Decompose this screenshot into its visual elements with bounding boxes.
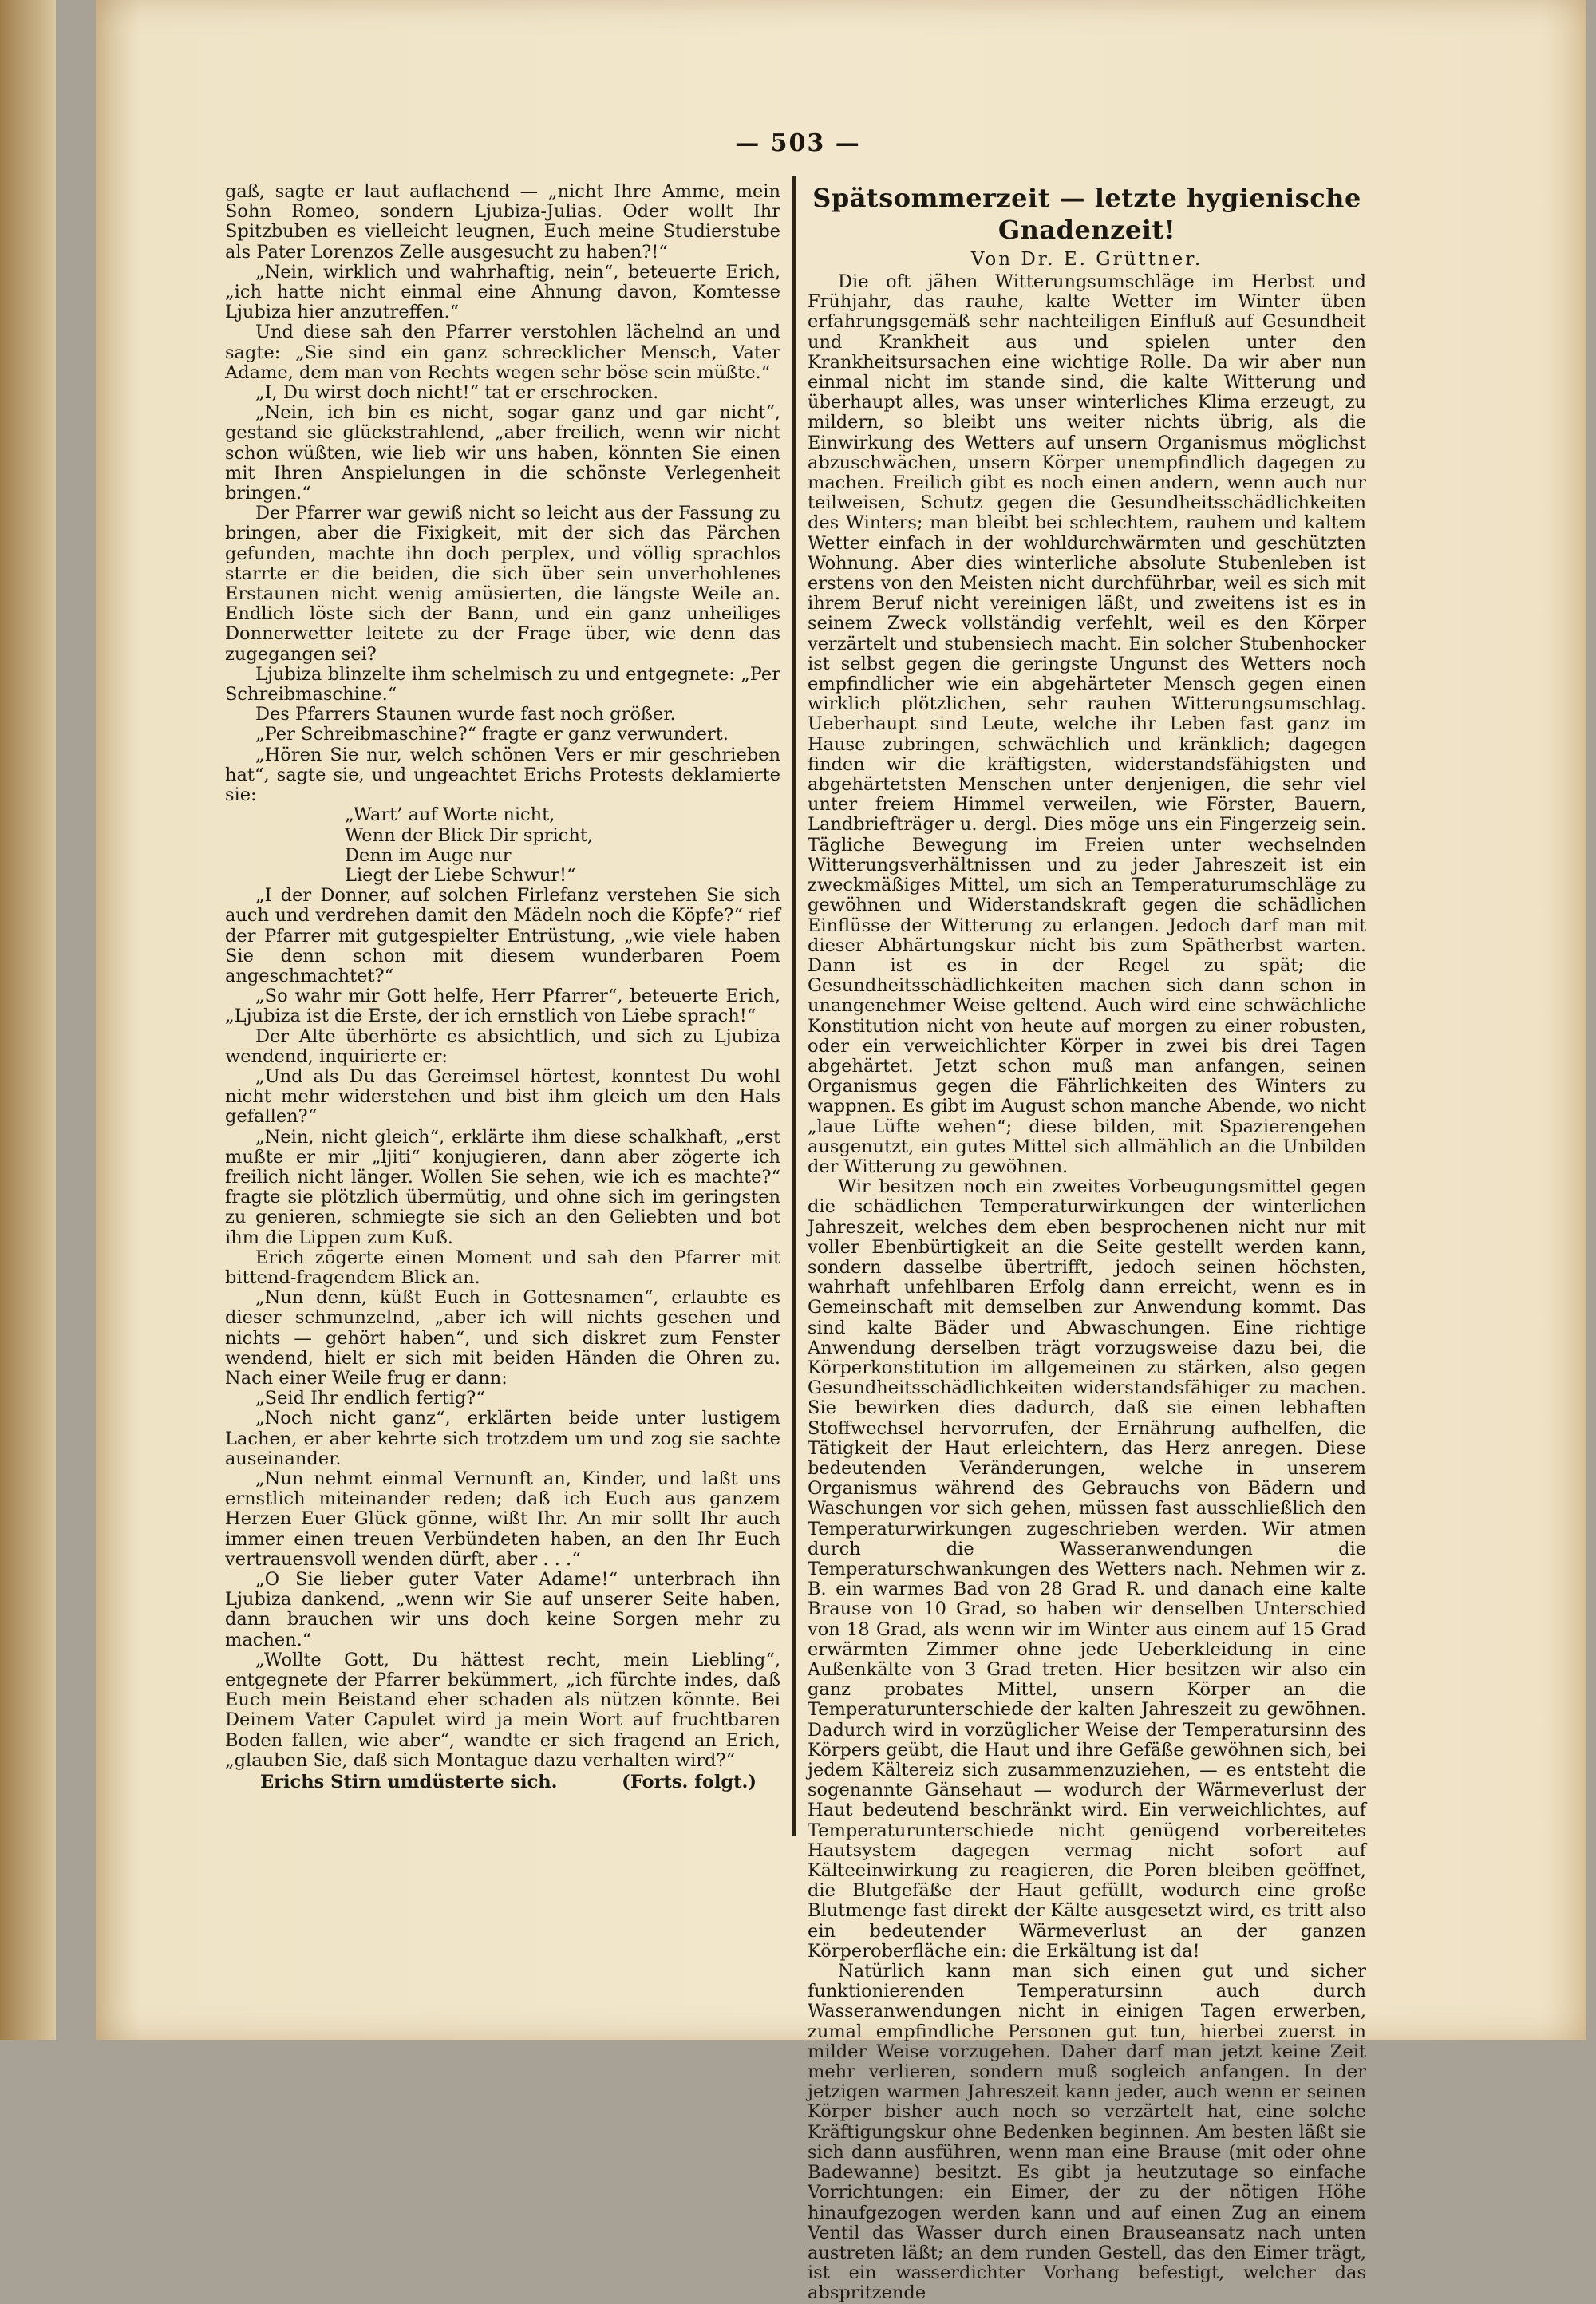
- verse-line: „Wart’ auf Worte nicht,: [345, 804, 555, 826]
- paragraph: „Hören Sie nur, welch schönen Vers er mir geschrieben hat“, sagte sie, und ungeachtet Erichs Protests deklamierte sie:: [225, 744, 780, 806]
- paragraph: „Per Schreibmaschine?“ fragte er ganz verwundert.: [255, 724, 729, 745]
- paragraph: „Nun nehmt einmal Vernunft an, Kinder, und laßt uns ernstlich miteinander reden; daß ich Euch aus ganzem Herzen Euer Glück gönne, wißt Ihr. An mir sollt Ihr auch immer einen treuen Verbündeten haben, an den Ihr Euch vertrauensvoll wenden dürft, aber . . .“: [225, 1468, 780, 1570]
- closing-line: [225, 1772, 780, 1792]
- verse-line: Wenn der Blick Dir spricht,: [345, 824, 594, 846]
- paragraph: Der Alte überhörte es absichtlich, und sich zu Ljubiza wendend, inquirierte er:: [225, 1026, 780, 1067]
- verse-line: Denn im Auge nur: [345, 844, 512, 866]
- paragraph: „I der Donner, auf solchen Firlefanz verstehen Sie sich auch und verdrehen damit den Mädeln noch die Köpfe?“ rief der Pfarrer mit gutgespielter Entrüstung, „wie viele haben Sie denn schon mit diesem wunderbaren Poem angeschmachtet?“: [225, 885, 780, 986]
- paragraph: Und diese sah den Pfarrer verstohlen lächelnd an und sagte: „Sie sind ein ganz schrecklicher Mensch, Vater Adame, dem man von Rechts wegen sehr böse sein müßte.“: [225, 322, 780, 383]
- paragraph: „I, Du wirst doch nicht!“ tat er erschrocken.: [255, 382, 659, 404]
- paragraph: „Nein, wirklich und wahrhaftig, nein“, beteuerte Erich, „ich hatte nicht einmal eine Ahnung davon, Komtesse Ljubiza hier anzutreffen.“: [225, 261, 780, 323]
- paragraph: Ljubiza blinzelte ihm schelmisch zu und entgegnete: „Per Schreibmaschine.“: [225, 663, 780, 705]
- verse-block: [345, 805, 780, 886]
- paragraph: „Wollte Gott, Du hättest recht, mein Liebling“, entgegnete der Pfarrer bekümmert, „ich fürchte indes, daß Euch mein Beistand eher schaden als nützen könnte. Bei Deinem Vater Capulet wird ja mein Wort auf fruchtbaren Boden fallen, wie aber“, wandte er sich fragend an Erich, „glauben Sie, daß sich Montague dazu verhalten wird?“: [225, 1649, 780, 1771]
- paragraph: „Nein, nicht gleich“, erklärte ihm diese schalkhaft, „erst mußte er mir „ljiti“ konjugieren, dann aber zögerte ich freilich nicht länger. Wollen Sie sehen, wie ich es machte?“ fragte sie plötzlich übermütig, und ohne sich im geringsten zu genieren, schmiegte sie sich an den Geliebten und bot ihm die Lippen zum Kuß.: [225, 1126, 780, 1248]
- paragraph: „O Sie lieber guter Vater Adame!“ unterbrach ihn Ljubiza dankend, „wenn wir Sie auf unserer Seite haben, dann brauchen wir uns doch keine Sorgen mehr zu machen.“: [225, 1569, 780, 1650]
- paragraph: „Nein, ich bin es nicht, sogar ganz und gar nicht“, gestand sie glückstrahlend, „aber freilich, wenn wir nicht schon wüßten, wie lieb wir uns haben, könnten Sie einen mit Ihren Anspielungen in die schönste Verlegenheit bringen.“: [225, 402, 780, 504]
- article-byline: Von Dr. E. Grüttner.: [970, 249, 1203, 270]
- paragraph: „Noch nicht ganz“, erklärten beide unter lustigem Lachen, er aber kehrte sich trotzdem um und zog sie sachte auseinander.: [225, 1408, 780, 1469]
- paragraph: Der Pfarrer war gewiß nicht so leicht aus der Fassung zu bringen, aber die Fixigkeit, mit der sich das Pärchen gefunden, machte ihn doch perplex, und völlig sprachlos starrte er die beiden, die sich über sein unverhohlenes Erstaunen nicht wenig amüsierten, die längste Weile an. Endlich löste sich der Bann, und ein ganz unheiliges Donnerwetter leitete zu der Frage über, wie denn das zugegangen sei?: [225, 503, 780, 665]
- paragraph: Wir besitzen noch ein zweites Vorbeugungsmittel gegen die schädlichen Temperaturwirkungen der winterlichen Jahreszeit, welches dem eben besprochenen nicht nur mit voller Ebenbürtigkeit an die Seite gestellt werden kann, sondern dasselbe übertrifft, jedoch seinen höchsten, wahrhaft unfehlbaren Erfolg dann erreicht, wenn es in Gemeinschaft mit demselben zur Anwendung kommt. Das sind kalte Bäder und Abwaschungen. Eine richtige Anwendung derselben trägt vorzugsweise dazu bei, die Körperkonstitution im allgemeinen zu stärken, also gegen Gesundheitsschädlichkeiten widerstandsfähiger zu machen. Sie bewirken dies dadurch, daß sie einen lebhaften Stoffwechsel hervorrufen, der Ernährung aufhelfen, die Tätigkeit der Haut erleichtern, das Herz anregen. Diese bedeutenden Veränderungen, welche in unserem Organismus während des Gebrauchs von Bädern und Waschungen vor sich gehen, müssen fast ausschließlich den Temperaturwirkungen zugeschrieben werden. Wir atmen durch die Wasseranwendungen die Temperaturschwankungen des Wetters nach. Nehmen wir z. B. ein warmes Bad von 28 Grad R. und danach eine kalte Brause von 10 Grad, so haben wir denselben Unterschied von 18 Grad, als wenn wir im Winter aus einem auf 15 Grad erwärmten Zimmer ohne jede Ueberkleidung in eine Außenkälte von 3 Grad treten. Hier besitzen wir also ein ganz probates Mittel, unsern Körper an die Temperaturunterschiede der kalten Jahreszeit zu gewöhnen. Dadurch wird in vorzüglicher Weise der Temperatursinn des Körpers geübt, die Haut und ihre Gefäße gewöhnen sich, bei jedem Kältereiz sich zusammenzuziehen, — es entsteht die sogenannte Gänsehaut — wodurch der Wärmeverlust der Haut bedeutend beschränkt wird. Ein verweichlichtes, auf Temperaturunterschiede nicht genügend vorbereitetes Hautsystem dagegen vermag nicht sofort auf Kälteeinwirkung zu reagieren, die Poren bleiben geöffnet, die Blutgefäße der Haut gefüllt, wodurch eine große Blutmenge fast direkt der Kälte ausgesetzt wird, es tritt also ein bedeutender Wärmeverlust an der ganzen Körperoberfläche ein: die Erkältung ist da!: [808, 1176, 1366, 1962]
- paragraph: Natürlich kann man sich einen gut und sicher funktionierenden Temperatursinn auch durch Wasseranwendungen nicht in einigen Tagen erwerben, zumal empfindliche Personen gut tun, hierbei zuerst in milder Weise vorzugehen. Daher darf man jetzt keine Zeit mehr verlieren, sondern muß sogleich anfangen. In der jetzigen warmen Jahreszeit kann jeder, auch wenn er seinen Körper bisher auch noch so verzärtelt hat, eine solche Kräftigungskur ohne Bedenken beginnen. Am besten läßt sie sich dann ausführen, wenn man eine Brause (mit oder ohne Badewanne) besitzt. Es gibt ja heutzutage so einfache Vorrichtungen: ein Eimer, der zu der nötigen Höhe hinaufgezogen werden kann und auf einen Zug an einem Ventil das Wasser durch einen Brauseansatz nach unten austreten läßt; an dem runden Gestell, das den Eimer trägt, ist ein wasserdichter Vorhang befestigt, welcher das abspritzende: [808, 1961, 1366, 2304]
- closing-sentence: Erichs Stirn umdüsterte sich.: [260, 1772, 558, 1793]
- paragraph: Des Pfarrers Staunen wurde fast noch größer.: [255, 704, 676, 725]
- binding-fold: [0, 0, 56, 2040]
- right-column: [808, 182, 1366, 2304]
- paragraph: Die oft jähen Witterungsumschläge im Herbst und Frühjahr, das rauhe, kalte Wetter im Winter üben erfahrungsgemäß sehr nachteiligen Einfluß auf Gesundheit und Krankheit aus und spielen unter den Krankheitsursachen eine wichtige Rolle. Da wir aber nun einmal nicht im stande sind, die kalte Witterung und überhaupt alles, was unser winterliches Klima erzeugt, zu mildern, so bleibt uns weiter nichts übrig, als die Einwirkung des Wetters auf unsern Organismus möglichst abzuschwächen, unsern Körper unempfindlich dagegen zu machen. Freilich gibt es noch einen andern, wenn auch nur teilweisen, Schutz gegen die Gesundheitsschädlichkeiten des Winters; man bleibt bei schlechtem, rauhem und kaltem Wetter einfach in der wohldurchwärmten und geschützten Wohnung. Aber dies winterliche absolute Stubenleben ist erstens von den Meisten nicht durchführbar, weil es sich mit ihrem Beruf nicht vereinigen läßt, und zweitens ist es in seinem Zweck vollständig verfehlt, weil es den Körper verzärtelt und stubensiech macht. Ein solcher Stubenhocker ist selbst gegen die geringste Ungunst des Wetters noch empfindlicher wie ein abgehärteter Mensch gegen einen wirklich plötzlichen, sehr rauhen Witterungsumschlag. Ueberhaupt sind Leute, welche ihr Leben fast ganz im Hause zubringen, schwächlich und kränklich; dagegen finden wir die kräftigsten, widerstandsfähigsten und abgehärtetsten Menschen unter denjenigen, die sehr viel unter freiem Himmel verweilen, wie Förster, Bauern, Landbriefträger u. dergl. Dies möge uns ein Fingerzeig sein. Tägliche Bewegung im Freien unter wechselnden Witterungsverhältnissen und zu jeder Jahreszeit ist ein zweckmäßiges Mittel, um sich an Temperaturumschläge zu gewöhnen und Widerstandskraft gegen die schädlichen Einflüsse der Witterung zu erlangen. Jedoch darf man mit dieser Abhärtungskur nicht bis zum Spätherbst warten. Dann ist es in der Regel zu spät; die Gesundheitsschädlichkeiten machen sich dann schon in unangenehmer Weise geltend. Auch wird eine schwächliche Konstitution nicht von heute auf morgen zu einer robusten, oder ein verweichlichter Körper in zwei bis drei Tagen abgehärtet. Jetzt schon muß man anfangen, seinen Organismus gegen die Fährlichkeiten des Winters zu wappnen. Es gibt im August schon manche Abende, wo nicht „laue Lüfte wehen“; diese bilden, mit Spazierengehen ausgenutzt, ein gutes Mittel sich allmählich an die Unbilden der Witterung zu gewöhnen.: [808, 271, 1366, 1177]
- column-divider: [792, 176, 796, 1836]
- paragraph: „Nun denn, küßt Euch in Gottesnamen“, erlaubte es dieser schmunzelnd, „aber ich will nichts gesehen und nichts — gehört haben“, und sich diskret zum Fenster wendend, hielt er sich mit beiden Händen die Ohren zu. Nach einer Weile frug er dann:: [225, 1287, 780, 1389]
- paragraph: „Seid Ihr endlich fertig?“: [255, 1388, 485, 1409]
- left-column: [225, 182, 780, 1792]
- paragraph: gaß, sagte er laut auflachend — „nicht Ihre Amme, mein Sohn Romeo, sondern Ljubiza-Julias. Oder wollt Ihr Spitzbuben es vielleicht leugnen, Euch meine Studierstube als Pater Lorenzos Zelle ausgesucht zu haben?!“: [225, 181, 780, 263]
- paragraph: Erich zögerte einen Moment und sah den Pfarrer mit bittend-fragendem Blick an.: [225, 1247, 780, 1288]
- paragraph: „So wahr mir Gott helfe, Herr Pfarrer“, beteuerte Erich, „Ljubiza ist die Erste, der ich ernstlich von Liebe sprach!“: [225, 986, 780, 1027]
- paragraph: „Und als Du das Gereimsel hörtest, konntest Du wohl nicht mehr widerstehen und bist ihm gleich um den Hals gefallen?“: [225, 1065, 780, 1128]
- verse-line: Liegt der Liebe Schwur!“: [345, 864, 576, 886]
- article-title: Spätsommerzeit — letzte hygienische Gnadenzeit!: [812, 183, 1361, 245]
- page-number: — 503 —: [735, 129, 861, 157]
- continuation-note: (Forts. folgt.): [622, 1772, 757, 1793]
